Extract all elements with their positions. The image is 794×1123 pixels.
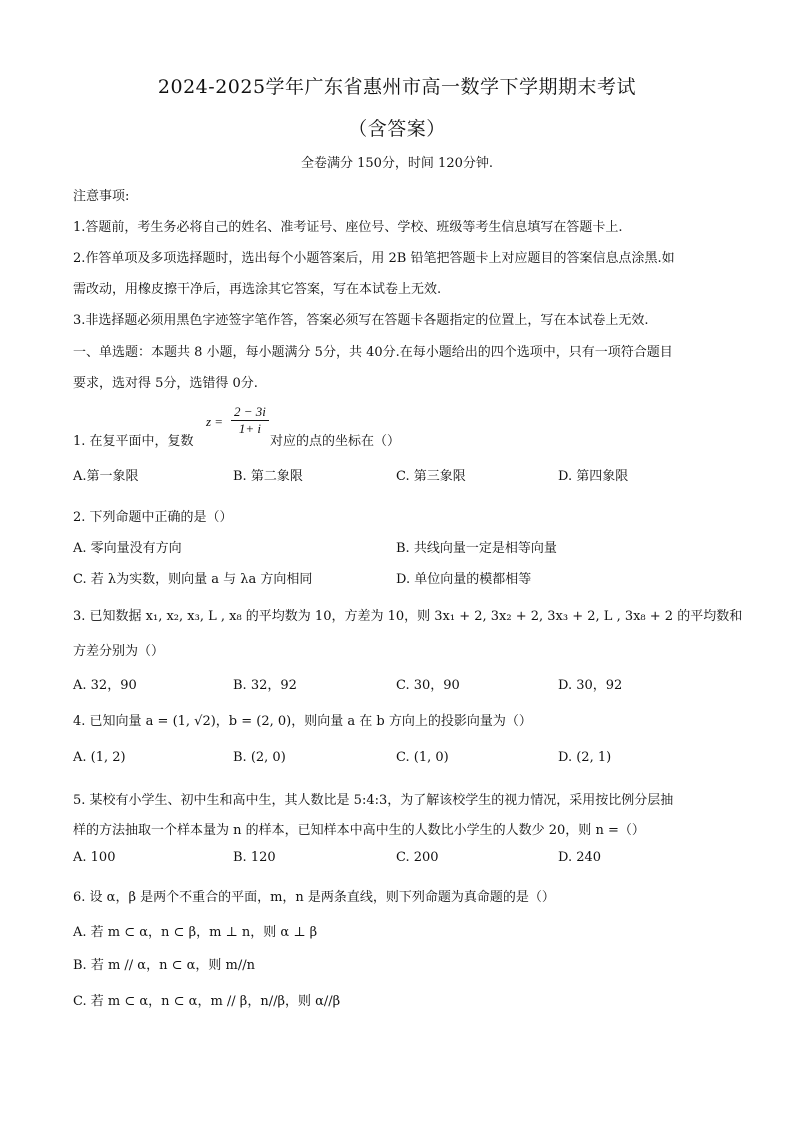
q5-option-b: B. 120 (233, 850, 276, 865)
q3-option-c: C. 30，90 (396, 678, 460, 693)
section-1-line-2: 要求，选对得 5分，选错得 0分. (73, 376, 258, 391)
q1-fraction (228, 404, 272, 437)
q2-stem: 2. 下列命题中正确的是（） (73, 510, 233, 525)
section-1-line-1: 一、单选题：本题共 8 小题，每小题满分 5分，共 40分.在每小题给出的四个选项中，只有一项符合题目 (73, 345, 673, 360)
q1-fraction-denominator: 1+ i (238, 421, 262, 436)
q6-option-a: A. 若 m ⊂ α，n ⊂ β，m ⊥ n，则 α ⊥ β (73, 925, 318, 940)
q3-option-b: B. 32，92 (233, 678, 297, 693)
q1-fraction-numerator: 2 − 3i (231, 404, 269, 421)
q5-line-1: 5. 某校有小学生、初中生和高中生，其人数比是 5:4:3，为了解该校学生的视力情况，采用按比例分层抽 (73, 793, 674, 808)
q6-stem: 6. 设 α，β 是两个不重合的平面，m，n 是两条直线，则下列命题为真命题的是（） (73, 890, 555, 905)
q1-prefix: 1. 在复平面中，复数 (73, 434, 194, 449)
notes-heading: 注意事项: (73, 189, 130, 204)
q2-option-c: C. 若 λ为实数，则向量 a 与 λa 方向相同 (73, 572, 313, 587)
q1-suffix: 对应的点的坐标在（） (270, 434, 401, 449)
q2-option-b: B. 共线向量一定是相等向量 (396, 541, 557, 556)
q6-option-b: B. 若 m // α，n ⊂ α，则 m//n (73, 958, 255, 973)
q4-stem: 4. 已知向量 a = (1, √2)，b = (2, 0)，则向量 a 在 b 方向上的投影向量为（） (73, 714, 532, 729)
q3-line-2: 方差分别为（） (73, 644, 165, 659)
q3-line-1: 3. 已知数据 x₁, x₂, x₃, L , x₈ 的平均数为 10，方差为 10，则 3x₁ + 2, 3x₂ + 2, 3x₃ + 2, L , 3x₈ + 2 的平均数和 (73, 609, 743, 624)
q1-option-b: B. 第二象限 (233, 469, 303, 484)
q4-option-b: B. (2, 0) (233, 750, 286, 765)
note-2-line-2: 需改动，用橡皮擦干净后，再选涂其它答案，写在本试卷上无效. (73, 282, 442, 297)
q5-option-a: A. 100 (73, 850, 116, 865)
q4-option-c: C. (1, 0) (396, 750, 449, 765)
page-title: 2024-2025学年广东省惠州市高一数学下学期期末考试 (157, 76, 637, 98)
q1-z: z = (206, 414, 224, 429)
q2-option-d: D. 单位向量的模都相等 (396, 572, 532, 587)
q3-option-d: D. 30，92 (558, 678, 623, 693)
q3-option-a: A. 32，90 (73, 678, 137, 693)
page-subtitle: （含答案） (348, 118, 446, 140)
q4-option-a: A. (1, 2) (73, 750, 126, 765)
q4-option-d: D. (2, 1) (558, 750, 612, 765)
note-3: 3.非选择题必须用黑色字迹签字笔作答，答案必须写在答题卡各题指定的位置上，写在本试卷上无效. (73, 313, 649, 328)
q1-option-d: D. 第四象限 (558, 469, 629, 484)
exam-info: 全卷满分 150分，时间 120分钟. (300, 156, 494, 171)
q5-option-d: D. 240 (558, 850, 602, 865)
note-1: 1.答题前，考生务必将自己的姓名、准考证号、座位号、学校、班级等考生信息填写在答题卡上. (73, 220, 623, 235)
q1-option-a: A.第一象限 (73, 469, 139, 484)
q6-option-c: C. 若 m ⊂ α，n ⊂ α，m // β，n//β，则 α//β (73, 994, 341, 1009)
q5-line-2: 样的方法抽取一个样本量为 n 的样本，已知样本中高中生的人数比小学生的人数少 20，则 n =（） (73, 823, 645, 838)
q2-option-a: A. 零向量没有方向 (73, 541, 182, 556)
q1-option-c: C. 第三象限 (396, 469, 466, 484)
note-2-line-1: 2.作答单项及多项选择题时，选出每个小题答案后，用 2B 铅笔把答题卡上对应题目的答案信息点涂黑.如 (73, 251, 675, 266)
q5-option-c: C. 200 (396, 850, 439, 865)
